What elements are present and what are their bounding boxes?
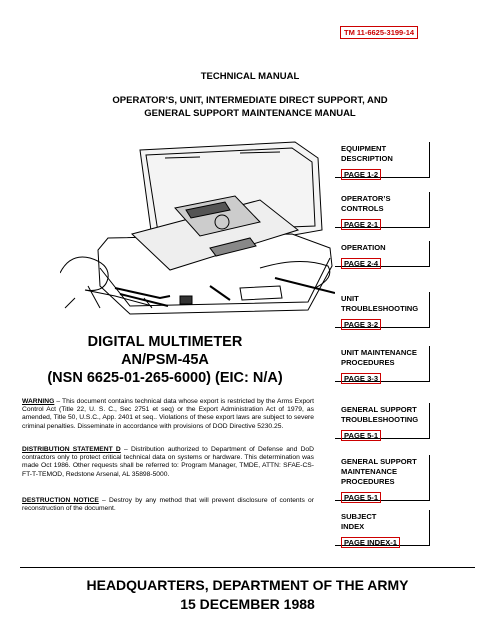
page-link[interactable]: PAGE 3-2 xyxy=(341,319,381,330)
sidebar-item-label: INDEX xyxy=(341,522,365,531)
warning-label: WARNING xyxy=(22,398,55,405)
sidebar-item-label: TROUBLESHOOTING xyxy=(341,415,419,424)
page-link[interactable]: PAGE 5-1 xyxy=(341,430,381,441)
sidebar-item-label: OPERATION xyxy=(341,243,386,252)
page-link[interactable]: PAGE 2-1 xyxy=(341,219,381,230)
manual-scope-line2: GENERAL SUPPORT MAINTENANCE MANUAL xyxy=(144,108,356,119)
page-link[interactable]: PAGE 3-3 xyxy=(341,373,381,384)
sidebar-item-label: PROCEDURES xyxy=(341,477,395,486)
sidebar-item-equipment-description xyxy=(335,142,430,178)
sidebar-item-gs-maintenance xyxy=(335,455,430,501)
manual-type: TECHNICAL MANUAL xyxy=(200,71,300,82)
sidebar-item-operators-controls xyxy=(335,192,430,228)
destruction-text: – Destroy by any method that will prevent disclosure of contents or reconstruction of the document. xyxy=(22,497,315,513)
footer-divider xyxy=(20,567,475,568)
destruction-label: DESTRUCTION NOTICE xyxy=(22,497,99,504)
sidebar-item-subject-index xyxy=(335,510,430,546)
multimeter-illustration xyxy=(60,138,335,316)
distribution-label: DISTRIBUTION STATEMENT D xyxy=(22,446,121,453)
sidebar-item-operation xyxy=(335,241,430,267)
page-link[interactable]: PAGE 1-2 xyxy=(341,169,381,180)
sidebar-item-label: SUBJECT xyxy=(341,512,377,521)
sidebar-item-label: GENERAL SUPPORT xyxy=(341,405,417,414)
sidebar-item-gs-troubleshooting xyxy=(335,403,430,439)
distribution-statement xyxy=(22,446,314,479)
sidebar-item-label: UNIT MAINTENANCE xyxy=(341,348,417,357)
publisher: HEADQUARTERS, DEPARTMENT OF THE ARMY xyxy=(86,577,409,593)
sidebar-item-label: PROCEDURES xyxy=(341,358,395,367)
sidebar-item-label: CONTROLS xyxy=(341,204,384,213)
document-title: DIGITAL MULTIMETER xyxy=(87,334,243,350)
sidebar-item-unit-maintenance xyxy=(335,346,430,382)
sidebar-item-label: TROUBLESHOOTING xyxy=(341,304,419,313)
sidebar-item-label: EQUIPMENT xyxy=(341,144,387,153)
distribution-text: – Distribution authorized to Department of Defense and DoD contractors only to protect critical technical data on systems or hardware. This determination was made Oct 1986. Other requests shall be referred to: Program Manager, TMDE, ATTN: SFAE-CS-FT-T-TEMOD, Redstone Arsenal, AL 35898-5000. xyxy=(22,446,314,478)
page-link[interactable]: PAGE INDEX-1 xyxy=(341,537,400,548)
sidebar-item-label: OPERATOR’S xyxy=(341,194,391,203)
sidebar-item-unit-troubleshooting xyxy=(335,292,430,328)
page-link[interactable]: PAGE 5-1 xyxy=(341,492,381,503)
page-link[interactable]: PAGE 2-4 xyxy=(341,258,381,269)
sidebar-item-label: GENERAL SUPPORT xyxy=(341,457,417,466)
nsn-eic: (NSN 6625-01-265-6000) (EIC: N/A) xyxy=(47,370,283,386)
sidebar-item-label: MAINTENANCE xyxy=(341,467,398,476)
sidebar-item-label: DESCRIPTION xyxy=(341,154,393,163)
publication-date: 15 DECEMBER 1988 xyxy=(180,596,315,612)
destruction-notice xyxy=(22,497,314,513)
tm-number-link[interactable]: TM 11-6625-3199-14 xyxy=(340,26,418,39)
model-number: AN/PSM-45A xyxy=(121,352,209,368)
warning-text: – This document contains technical data whose export is restricted by the Arms Export Control Act (Title 22, U. S. C., Sec 2751 et seq) or the Export Administration Act of 1979, as amended, Title 50, U.S.C., App. 2401 et seq.. Violations of these export laws are subject to severe criminal penalties. Disseminate in accordance with provisions of DOD Directive 5230.25. xyxy=(22,398,314,430)
manual-scope-line1: OPERATOR’S, UNIT, INTERMEDIATE DIRECT SUPPORT, AND xyxy=(112,95,388,106)
sidebar-item-label: UNIT xyxy=(341,294,359,303)
warning-notice xyxy=(22,398,314,431)
